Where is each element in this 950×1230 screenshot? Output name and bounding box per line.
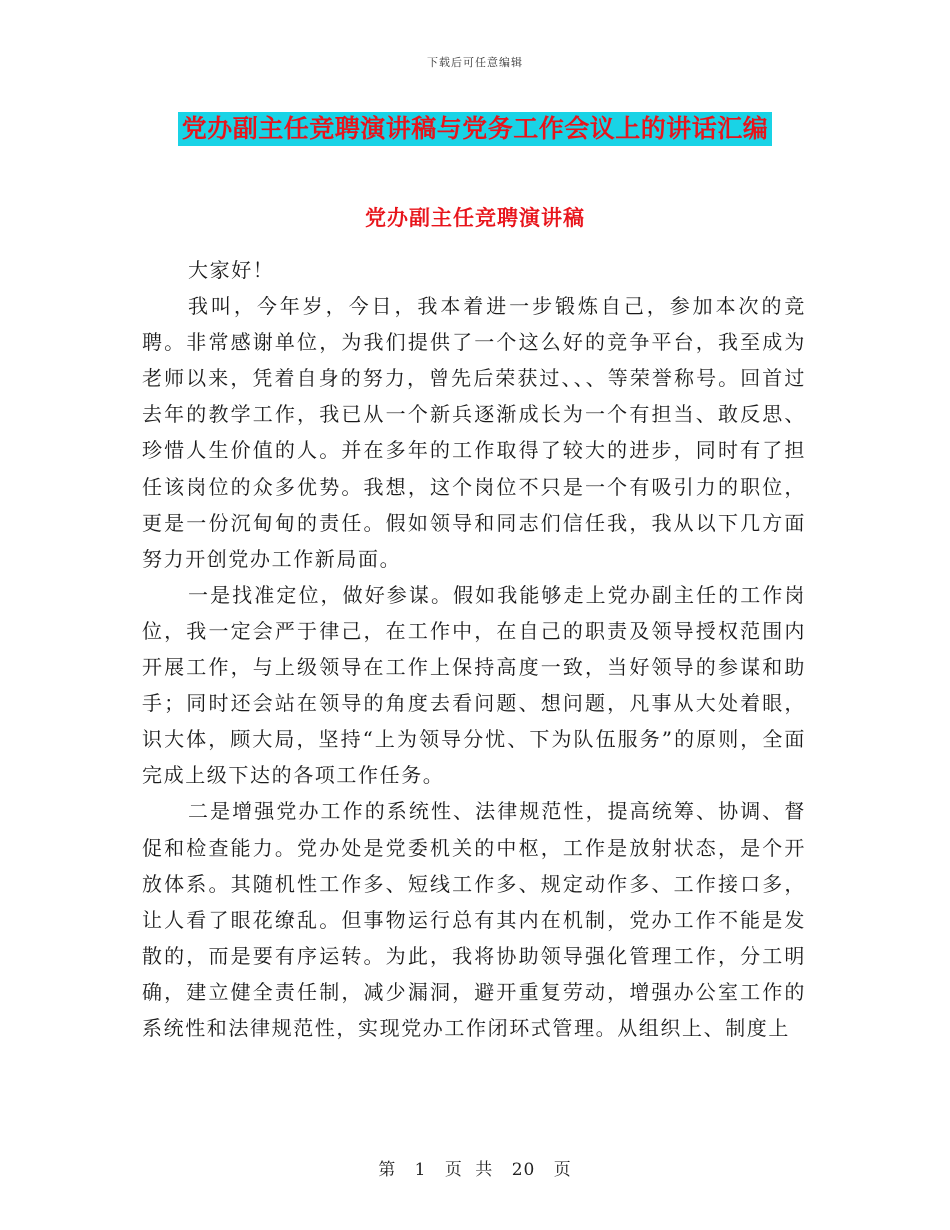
document-main-title: 党办副主任竞聘演讲稿与党务工作会议上的讲话汇编 <box>178 112 773 146</box>
section-title: 党办副主任竞聘演讲稿 <box>365 205 585 230</box>
header-note: 下载后可任意编辑 <box>427 56 523 69</box>
footer-page-suffix: 页 <box>553 1160 572 1180</box>
paragraph-introduction: 我叫，今年岁，今日，我本着进一步锻炼自己，参加本次的竞聘。非常感谢单位，为我们提供了一个这么好的竞争平台，我至成为老师以来，凭着自身的努力，曾先后荣获过、、、等荣誉称号。回首过去年的教学工作，我已从一个新兵逐渐成长为一个有担当、敢反思、珍惜人生价值的人。并在多年的工作取得了较大的进步，同时有了担任该岗位的众多优势。我想，这个岗位不只是一个有吸引力的职位，更是一份沉甸甸的责任。假如领导和同志们信任我，我从以下几方面努力开创党办工作新局面。 <box>142 294 806 571</box>
footer-page-number: 1 <box>414 1160 427 1180</box>
page-footer <box>0 1155 950 1180</box>
footer-page-prefix: 第 <box>378 1160 397 1180</box>
paragraph-greeting: 大家好！ <box>188 258 275 282</box>
footer-page-total: 20 <box>511 1160 536 1180</box>
main-title-container <box>0 112 950 146</box>
document-body <box>142 224 806 1046</box>
paragraph-point-two: 二是增强党办工作的系统性、法律规范性，提高统筹、协调、督促和检查能力。党办处是党委机关的中枢，工作是放射状态，是个开放体系。其随机性工作多、短线工作多、规定动作多、工作接口多，让人看了眼花缭乱。但事物运行总有其内在机制，党办工作不能是发散的，而是要有序运转。为此，我将协助领导强化管理工作，分工明确，建立健全责任制，减少漏洞，避开重复劳动，增强办公室工作的系统性和法律规范性，实现党办工作闭环式管理。从组织上、制度上 <box>142 799 806 1040</box>
footer-page-middle: 页 共 <box>444 1160 494 1180</box>
paragraph-point-one: 一是找准定位，做好参谋。假如我能够走上党办副主任的工作岗位，我一定会严于律己，在工作中，在自己的职责及领导授权范围内开展工作，与上级领导在工作上保持高度一致，当好领导的参谋和助手；同时还会站在领导的角度去看问题、想问题，凡事从大处着眼，识大体，顾大局，坚持“上为领导分忧、下为队伍服务”的原则，全面完成上级下达的各项工作任务。 <box>142 582 806 788</box>
